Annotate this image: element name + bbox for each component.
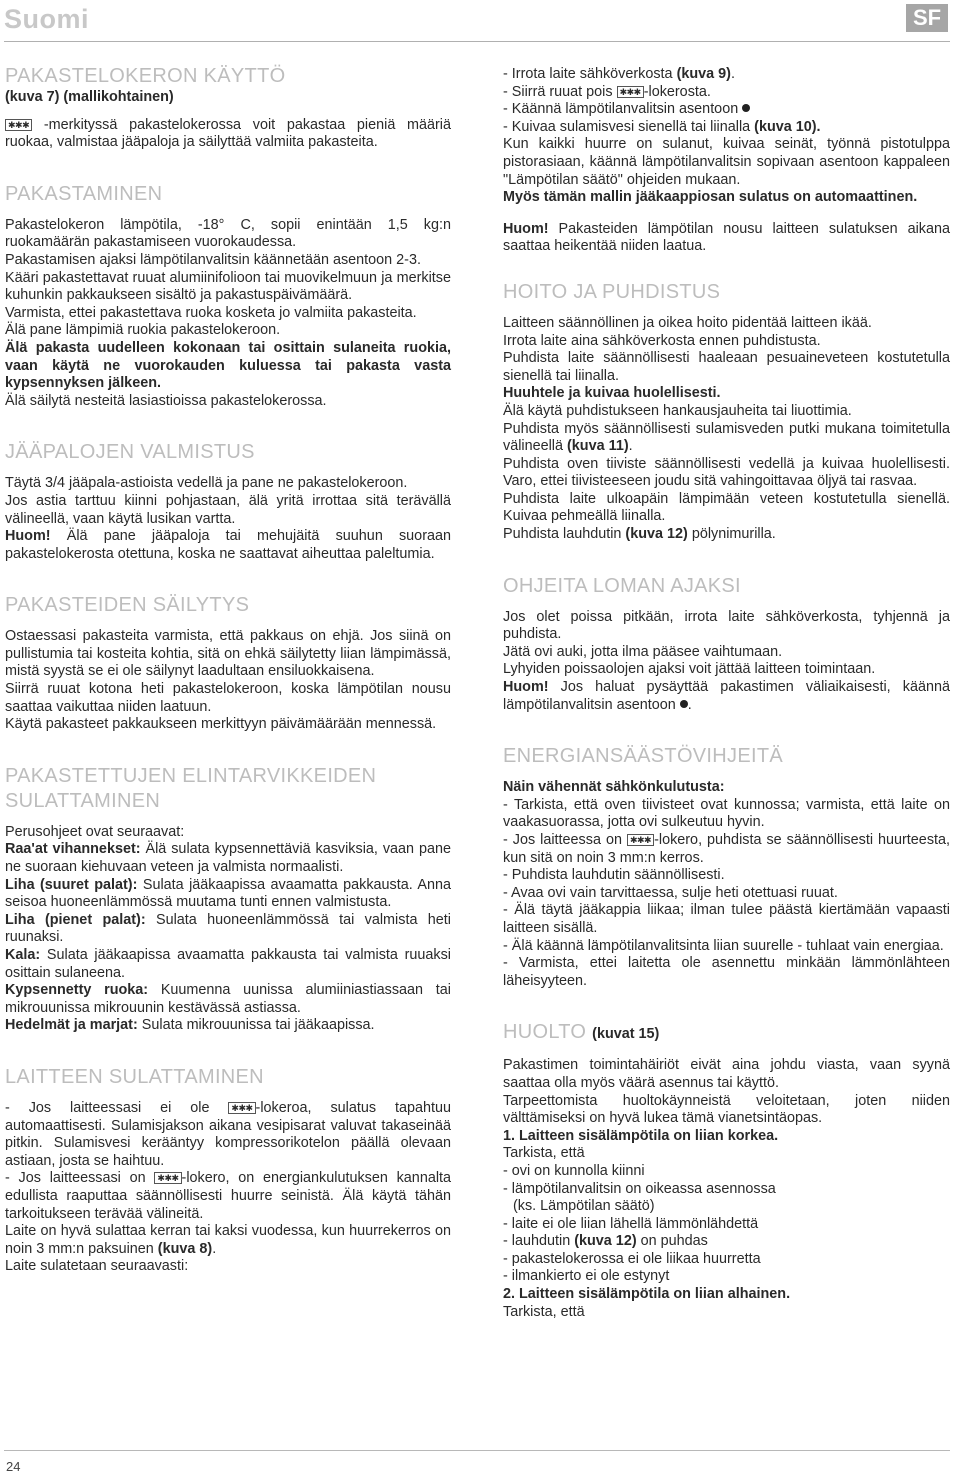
sulatus-step-2: - Siirrä ruuat pois ✱✱✱ -lokerosta. [503, 83, 711, 100]
heading-huolto: HUOLTO (kuvat 15) [503, 1021, 660, 1044]
hoito-p8: Puhdista laite ulkoapäin lämpimään veteen kostutetulla sienellä. Kuivaa pehmeällä liinalla. [503, 490, 950, 525]
header-divider [4, 41, 950, 42]
heading-ohjeita-loman-ajaksi: OHJEITA LOMAN AJAKSI [503, 574, 741, 597]
hoito-p5: Älä käytä puhdistukseen hankausjauheita tai liuottimia. [503, 402, 852, 419]
kaytto-subtitle: (kuva 7) (mallikohtainen) [5, 89, 174, 105]
heading-laitteen-sulattaminen: LAITTEEN SULATTAMINEN [5, 1065, 264, 1088]
sulatus-step-1: - Irrota laite sähköverkosta (kuva 9). [503, 66, 735, 82]
huolto-p1: Pakastimen toimintahäiriöt eivät aina johdu viasta, vaan syynä saattaa olla myös väärä asennus tai käyttö. [503, 1057, 950, 1091]
huolto-check-item: (ks. Lämpötilan säätö) [513, 1198, 655, 1215]
footer-divider [4, 1450, 950, 1451]
laitteen-p3: Laite on hyvä sulattaa kerran tai kaksi vuodessa, kun huurrekerros on noin 3 mm:n paksuinen (kuva 8). [5, 1223, 451, 1257]
language-badge: SF [906, 4, 948, 32]
three-star-icon: ✱✱✱ [154, 1172, 181, 1184]
sulattaminen-item: Raa'at vihannekset: Älä sulata kypsennettäviä kasviksia, vaan pane ne suoraan kiehuvaan veteen ja valmista normaalisti. [5, 841, 452, 876]
sulattaminen-item: Hedelmät ja marjat: Sulata mikrouunissa tai jääkaapissa. [5, 1017, 375, 1034]
energia-item: - Älä käännä lämpötilanvalitsinta liian suurelle - tuhlaat vain energiaa. [503, 937, 944, 954]
energia-item: - Jos laitteessa on ✱✱✱ -lokero, puhdista se säännöllisesti huurteesta, kun sitä on noin 3 mm:n kerros. [503, 832, 951, 866]
huolto-check-item: - lauhdutin (kuva 12) on puhdas [503, 1233, 708, 1250]
pakastaminen-p1: Pakastelokeron lämpötila, -18° C, sopii enintään 1,5 kg:n ruokamäärän pakastamiseen vuorokaudessa. [5, 216, 451, 251]
pakastaminen-p2: Pakastamisen ajaksi lämpötilanvalitsin käännetään asentoon 2-3. [5, 251, 421, 268]
off-position-dot-icon [742, 104, 750, 112]
loma-p4: Huom! Jos haluat pysäyttää pakastimen väliaikaisesti, käännä lämpötilanvalitsin asentoon . [503, 679, 950, 713]
pakastaminen-p3: Kääri pakastettavat ruuat alumiinifolioon tai muovikelmuun ja merkitse kuhunkin pakkaukseen sisältö ja pakastuspäivämäärä. [5, 269, 451, 304]
heading-jaapalojen-valmistus: JÄÄPALOJEN VALMISTUS [5, 441, 255, 464]
huolto-check-item: - laite ei ole liian lähellä lämmönlähdettä [503, 1215, 759, 1232]
left-column [5, 64, 451, 1276]
energia-item: - Älä täytä jääkappia liikaa; ilman tulee päästä kiertämään vapaasti laitteen sisällä. [503, 902, 950, 936]
loma-p2: Jätä ovi auki, jotta ilma pääsee vaihtumaan. [503, 643, 783, 660]
energia-item: - Avaa ovi vain tarvittaessa, sulje heti otettuasi ruuat. [503, 884, 838, 901]
huolto-case-2-check: Tarkista, että [503, 1303, 585, 1320]
huolto-case-1-title: 1. Laitteen sisälämpötila on liian korkea. [503, 1127, 779, 1144]
energia-item: - Tarkista, että oven tiivisteet ovat kunnossa; varmista, että laite on vaakasuorassa, jotta ovi sulkeutuu hyvin. [503, 796, 950, 831]
heading-hoito-ja-puhdistus: HOITO JA PUHDISTUS [503, 280, 721, 303]
heading-pakasteiden-sailytys: PAKASTEIDEN SÄILYTYS [5, 594, 250, 617]
right-column [503, 66, 950, 1321]
sulattaminen-item: Kypsennetty ruoka: Kuumenna uunissa alumiiniastiassaan tai mikrouunissa mikrouunin kestävässä astiassa. [5, 982, 451, 1016]
huolto-check-item: - ovi on kunnolla kiinni [503, 1162, 645, 1179]
huolto-p2: Tarpeettomista huoltokäynneistä veloitetaan, joten niiden välttämiseksi on hyvä lukea tämä vianetsintäopas. [503, 1092, 950, 1127]
heading-pakastaminen: PAKASTAMINEN [5, 182, 163, 205]
sulattaminen-item: Kala: Sulata jääkaapissa avaamatta pakkausta tai valmista ruuaksi osittain sulaneena. [5, 947, 452, 981]
sulatus-automatic-note: Myös tämän mallin jääkaappiosan sulatus on automaattinen. [503, 189, 918, 206]
jaapalat-p2: Jos astia tarttuu kiinni pohjastaan, älä yritä irrottaa sitä terävällä välineellä, vaan käytä lusikan vartta. [5, 492, 451, 527]
laitteen-p2: - Jos laitteessasi on ✱✱✱ -lokero, on energiankulutuksen kannalta edullista raaputtaa säännöllisesti huurre seinistä. Älä käytä tähän tarkoitukseen terävää välineitä. [5, 1170, 452, 1222]
three-star-icon: ✱✱✱ [617, 86, 644, 98]
pakastaminen-p4: Varmista, ettei pakastettava ruoka kosketa jo valmiita pakasteita. [5, 304, 417, 321]
sailytys-p3: Käytä pakasteet pakkaukseen merkittyyn päivämäärään mennessä. [5, 716, 437, 733]
sailytys-p2: Siirrä ruuat kotona heti pakastelokeroon, koska lämpötilan nousu saattaa vaikuttaa niiden laatuun. [5, 681, 451, 715]
hoito-p1: Laitteen säännöllinen ja oikea hoito pidentää laitteen ikää. [503, 314, 872, 331]
hoito-p7: Puhdista oven tiiviste säännöllisesti vedellä ja kuivaa huolellisesti. Varo, ettei tiivisteeseen joudu sitä vahingoittavaa öljyä tai rasvaa. [503, 455, 950, 490]
huolto-check-item: - lämpötilanvalitsin on oikeassa asennossa [503, 1180, 776, 1197]
sulattaminen-item: Liha (pienet palat): Sulata huoneenlämmössä tai valmista heti ruunaksi. [5, 911, 452, 946]
energia-item: - Varmista, ettei laitetta ole asennettu minkään lämmönlähteen läheisyyteen. [503, 955, 950, 989]
sulattaminen-intro: Perusohjeet ovat seuraavat: [5, 823, 185, 840]
sailytys-p1: Ostaessasi pakasteita varmista, että pakkaus on ehjä. Jos siinä on pullistumia tai kosteita kohtia, sitä on ehkä säilytetty liian lämpimässä, mistä syystä se ei ole säilynyt laadultaan ensiluokkaisena. [5, 628, 451, 680]
pakastaminen-p7: Älä säilytä nesteitä lasiastioissa pakastelokerossa. [5, 392, 327, 409]
hoito-p9: Puhdista lauhdutin (kuva 12) pölynimurilla. [503, 526, 776, 543]
kaytto-paragraph: ✱✱✱ -merkityssä pakastelokerossa voit pakastaa pieniä määriä ruokaa, valmistaa jääpaloja ja säilyttää valmiita pakasteita. [5, 116, 452, 151]
energia-item: - Puhdista lauhdutin säännöllisesti. [503, 867, 725, 884]
sulattaminen-item: Liha (suuret palat): Sulata jääkaapissa avaamatta pakkausta. Anna seisoa huoneenlämmössä muutama tunti ennen valmistusta. [5, 876, 451, 911]
jaapalat-p3: Huom! Älä pane jääpaloja tai mehujäitä suuhun suoraan pakastelokerosta otettuna, koska ne saattavat aiheuttaa paleltumia. [5, 528, 451, 562]
pakastaminen-warning: Älä pakasta uudelleen kokonaan tai osittain sulaneita ruokia, vaan käytä ne vuorokauden kuluessa tai pakasta vasta kypsennyksen jälkeen. [5, 339, 451, 392]
hoito-p2: Irrota laite aina sähköverkosta ennen puhdistusta. [503, 332, 821, 349]
huolto-check-item: - pakastelokerossa ei ole liikaa huurretta [503, 1250, 761, 1267]
huolto-check-item: - ilmankierto ei ole estynyt [503, 1268, 670, 1285]
laitteen-p4: Laite sulatetaan seuraavasti: [5, 1258, 189, 1275]
hoito-p3: Puhdista laite säännöllisesti haaleaan pesuaineveteen kostutetulla sienellä tai liinalla. [503, 350, 950, 384]
sulatus-huom: Huom! Pakasteiden lämpötilan nousu laitteen sulatuksen aikana saattaa heikentää niiden laatua. [503, 220, 951, 255]
sulattaminen-list [5, 841, 451, 1035]
hoito-p4: Huuhtele ja kuivaa huolellisesti. [503, 385, 721, 402]
jaapalat-p1: Täytä 3/4 jääpala-astioista vedellä ja pane ne pakastelokeroon. [5, 475, 408, 492]
loma-p3: Lyhyiden poissaolojen ajaksi voit jättää laitteen toimintaan. [503, 661, 876, 678]
sulatus-step-4: - Kuivaa sulamisvesi sienellä tai liinalla (kuva 10). [503, 118, 821, 135]
pakastaminen-p5: Älä pane lämpimiä ruokia pakastelokeroon. [5, 322, 281, 339]
energia-heading: Näin vähennät sähkönkulutusta: [503, 779, 725, 796]
three-star-icon: ✱✱✱ [5, 119, 32, 131]
loma-p1: Jos olet poissa pitkään, irrota laite sähköverkosta, tyhjennä ja puhdista. [503, 608, 950, 643]
sulatus-step-3: - Käännä lämpötilanvalitsin asentoon [503, 101, 950, 119]
sulatus-p5: Kun kaikki huurre on sulanut, kuivaa seinät, työnnä pistotulppa pistorasiaan, käännä lämpötilanvalitsin sopivaan asentoon kappaleen "Lämpötilan säätö" ohjeiden mukaan. [503, 136, 950, 188]
hoito-p6: Puhdista myös säännöllisesti sulamisveden putki mukana toimitetulla välineellä (kuva 11). [503, 420, 950, 455]
heading-sulattaminen: PAKASTETTUJEN ELINTARVIKKEIDEN SULATTAMINEN [5, 764, 377, 812]
heading-energiansaastovihjeita: ENERGIANSÄÄSTÖVIHJEITÄ [503, 745, 783, 768]
huolto-case-1-check: Tarkista, että [503, 1145, 585, 1162]
page-number: 24 [6, 1459, 21, 1474]
language-title: Suomi [4, 4, 90, 34]
three-star-icon: ✱✱✱ [228, 1102, 255, 1114]
off-position-dot-icon [680, 700, 688, 708]
laitteen-p1: - Jos laitteessasi ei ole ✱✱✱ -lokeroa, sulatus tapahtuu automaattisesti. Sulamisjakson aikana vesipisarat valuvat takaseinää pitkin. Sulamisvesi kerääntyy kompressorikotelon päällä olevaan astiaan, josta se haihtuu. [5, 1099, 451, 1169]
heading-pakastelokeron-kaytto: PAKASTELOKERON KÄYTTÖ [5, 65, 286, 87]
three-star-icon: ✱✱✱ [627, 834, 654, 846]
huolto-case-2-title: 2. Laitteen sisälämpötila on liian alhainen. [503, 1286, 791, 1303]
